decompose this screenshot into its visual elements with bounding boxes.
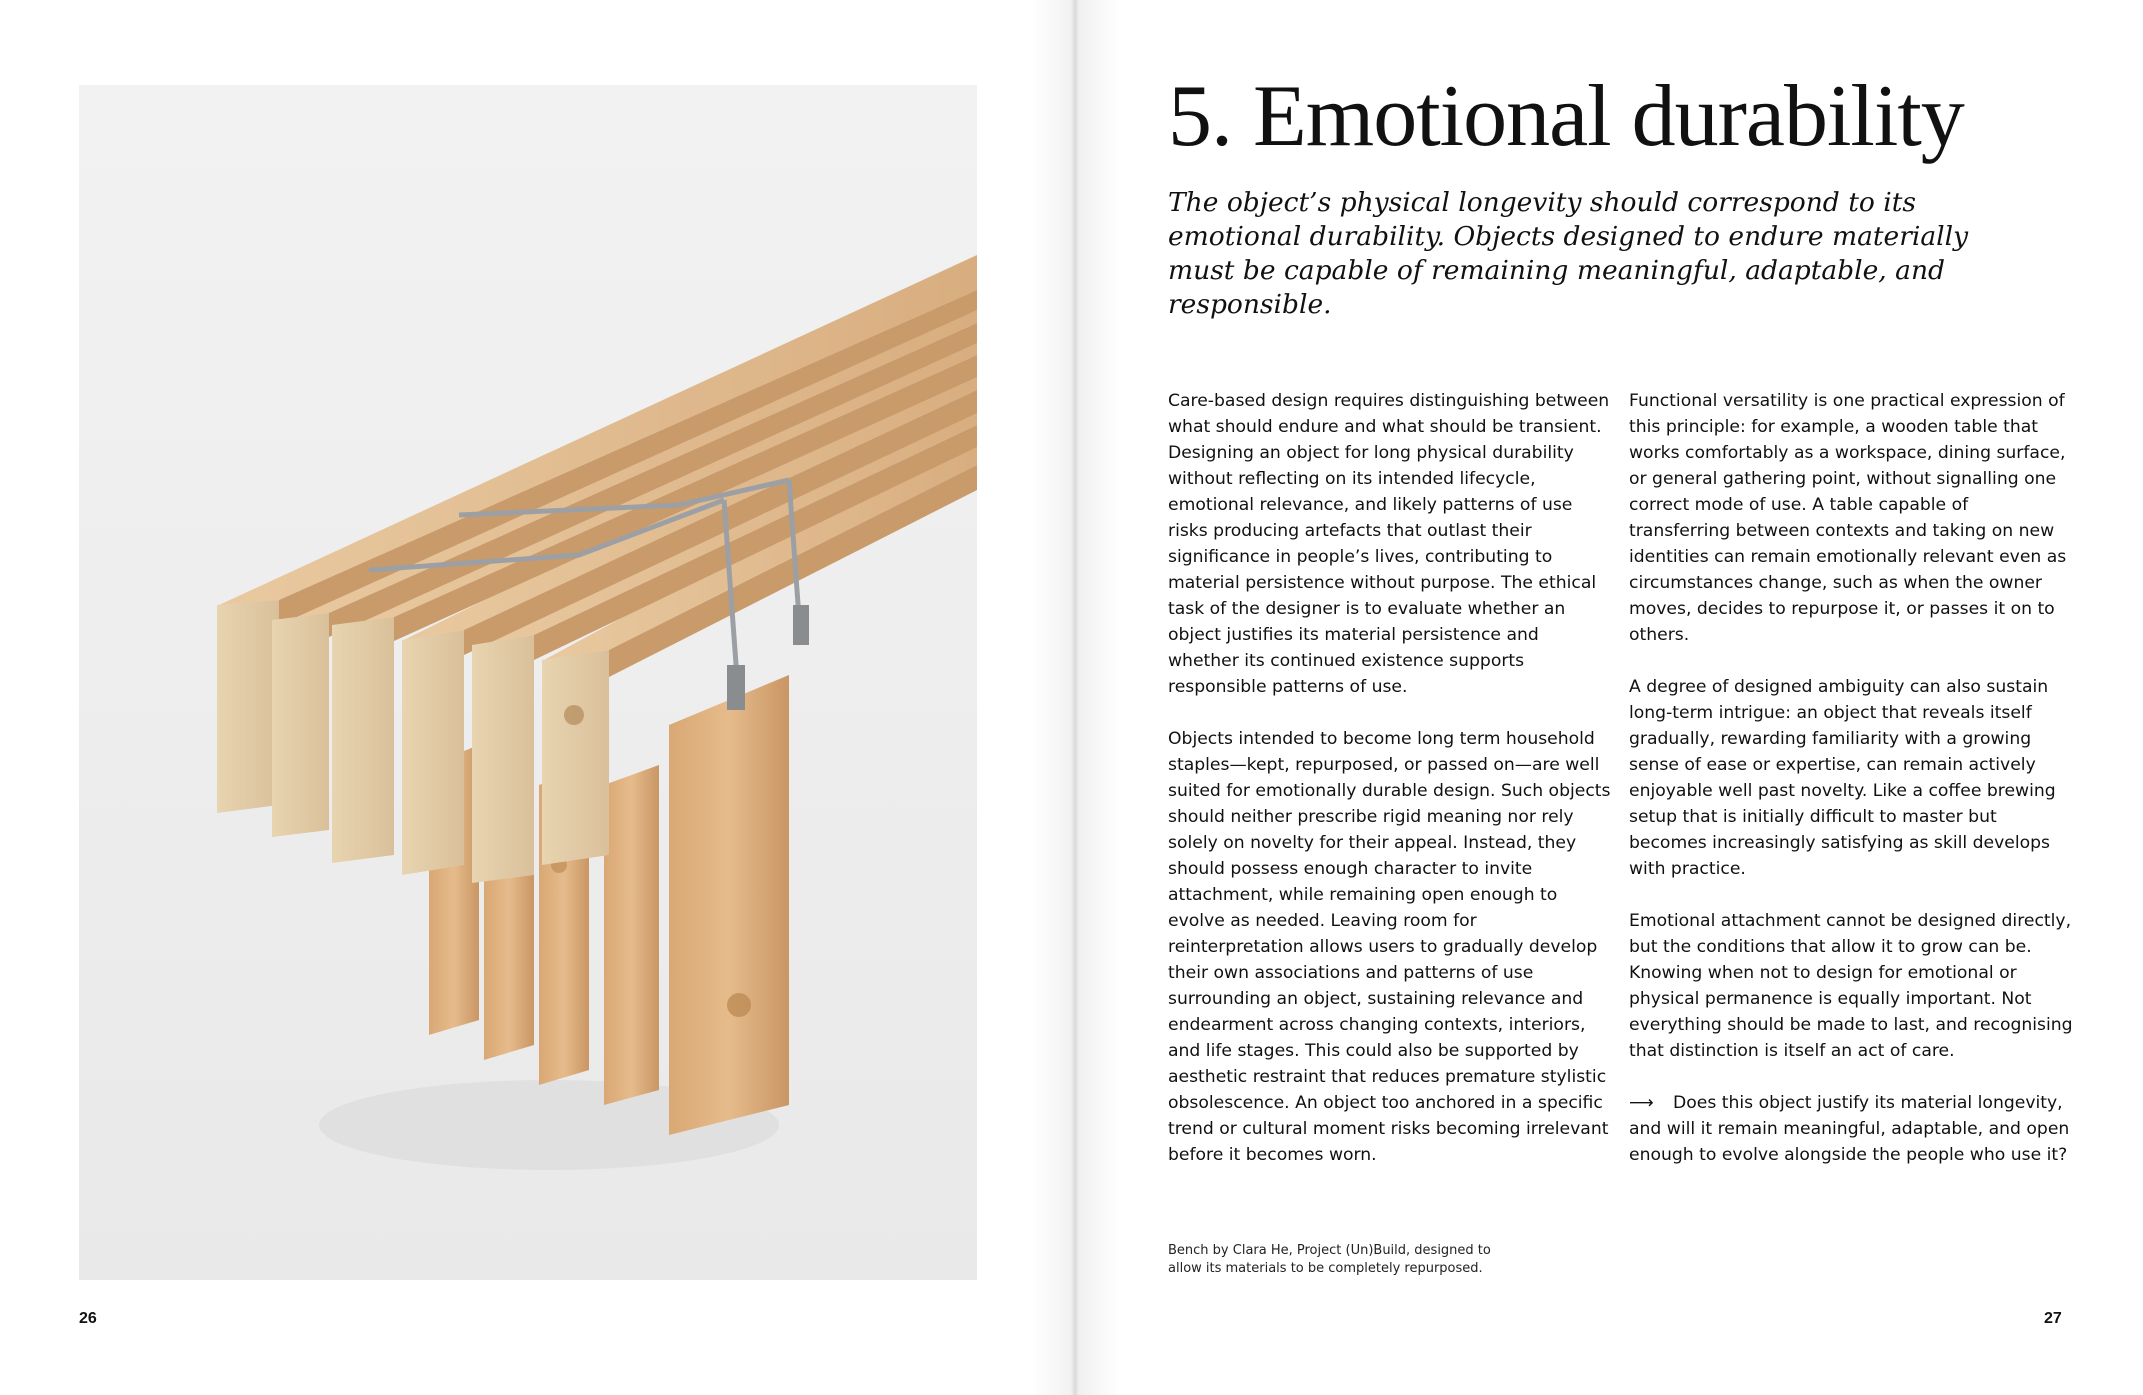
bench-photo <box>79 85 977 1280</box>
reflection-question <box>1629 1090 2074 1168</box>
chapter-title: 5. Emotional durability <box>1168 68 1964 165</box>
photo-caption: Bench by Clara He, Project (Un)Build, designed to allow its materials to be completely repurposed. <box>1168 1243 1491 1276</box>
paragraph: Emotional attachment cannot be designed directly, but the conditions that allow it to grow can be. Knowing when not to design for emotional or physical permanence is equally important. Not everything should be made to last, and recognising that distinction is itself an act of care. <box>1629 911 2073 1061</box>
paragraph: A degree of designed ambiguity can also sustain long-term intrigue: an object that reveals itself gradually, rewarding familiarity with a growing sense of ease or expertise, can remain actively enjoyable well past novelty. Like a coffee brewing setup that is initially difficult to master but becomes increasingly satisfying as skill develops with practice. <box>1629 677 2056 879</box>
paragraph: Care-based design requires distinguishing between what should endure and what should be transient. Designing an object for long physical durability without reflecting on its intended lifecycle, emotional relevance, and likely patterns of use risks producing artefacts that outlast their significance in people’s lives, contributing to material persistence without purpose. The ethical task of the designer is to evaluate whether an object justifies its material persistence and whether its continued existence supports responsible patterns of use. <box>1168 391 1610 697</box>
paragraph: Objects intended to become long term household staples—kept, repurposed, or passed on—are well suited for emotionally durable design. Such objects should neither prescribe rigid meaning nor rely solely on novelty for their appeal. Instead, they should possess enough character to invite attachment, while remaining open enough to evolve as needed. Leaving room for reinterpretation allows users to gradually develop their own associations and patterns of use surrounding an object, sustaining relevance and endearment across changing contexts, interiors, and life stages. This could also be supported by aesthetic restraint that reduces premature stylistic obsolescence. An object too anchored in a specific trend or cultural moment risks becoming irrelevant before it becomes worn. <box>1168 729 1611 1165</box>
body-column-2 <box>1629 388 2074 1194</box>
body-column-1 <box>1168 388 1614 1194</box>
question-text: Does this object justify its material longevity, and will it remain meaningful, adaptable, and open enough to evolve alongside the people who use it? <box>1629 1093 2070 1165</box>
page-number-left: 26 <box>79 1310 97 1327</box>
chapter-lede: The object’s physical longevity should correspond to its emotional durability. Objects designed to endure materially must be capable of remaining meaningful, adaptable, and responsible. <box>1168 187 1969 320</box>
arrow-right-icon: ⟶ <box>1629 1093 1654 1113</box>
paragraph: Functional versatility is one practical expression of this principle: for example, a wooden table that works comfortably as a workspace, dining surface, or general gathering point, without signalling one correct mode of use. A table capable of transferring between contexts and taking on new identities can remain emotionally relevant even as circumstances change, such as when the owner moves, decides to repurpose it, or passes it on to others. <box>1629 391 2067 645</box>
page-number-right: 27 <box>2044 1310 2062 1327</box>
